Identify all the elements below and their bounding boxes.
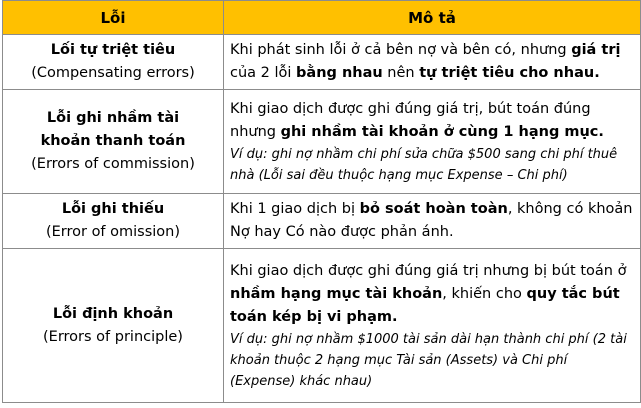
table-row (3, 90, 641, 194)
description-emphasis: bằng nhau (296, 65, 383, 81)
description-cell (224, 249, 641, 403)
header-error: Lỗi (3, 1, 224, 35)
example-text: Ví dụ: ghi nợ nhầm $1000 tài sản dài hạn thành chi phí (2 tài khoản thuộc 2 hạng mục Tài sản (Assets) và Chi phí (Expense) khác nhau) (230, 331, 627, 389)
table-row (3, 194, 641, 249)
description-fragment: , khiến cho (442, 285, 527, 302)
description-fragment: của 2 lỗi (230, 65, 297, 81)
description-emphasis: giá trị (571, 42, 621, 58)
description-fragment: Khi giao dịch được ghi đúng giá trị, bút toán đúng nhưng (230, 100, 591, 140)
header-description: Mô tả (224, 1, 641, 35)
description-emphasis: nhầm hạng mục tài khoản (230, 285, 443, 302)
error-name: Lối tự triệt tiêu (50, 42, 176, 58)
description-fragment: Khi phát sinh lỗi ở cả bên nợ và bên có, nhưng (230, 42, 572, 58)
table-row (3, 249, 641, 403)
description-cell (224, 90, 641, 194)
description-emphasis: tự triệt tiêu cho nhau. (419, 65, 600, 81)
error-types-table (2, 0, 641, 403)
error-cell (3, 249, 224, 403)
description-text (230, 101, 604, 140)
description-emphasis: bỏ soát hoàn toàn (359, 201, 508, 217)
description-cell (224, 35, 641, 90)
error-name: Lỗi ghi thiếu (61, 201, 165, 217)
header-row (3, 1, 641, 35)
error-name: Lỗi ghi nhầm tài khoản thanh toán (40, 110, 186, 149)
description-text (230, 201, 632, 240)
description-fragment: nên (382, 65, 420, 81)
error-english: (Errors of commission) (31, 156, 195, 172)
description-text (230, 263, 626, 325)
error-cell (3, 90, 224, 194)
description-fragment: Khi 1 giao dịch bị (230, 201, 360, 217)
error-english: (Error of omission) (45, 224, 181, 240)
description-fragment: , không có khoản Nợ hay Có nào được phản ánh. (230, 201, 633, 240)
example-text: Ví dụ: ghi nợ nhầm chi phí sửa chữa $500 sang chi phí thuê nhà (Lỗi sai đều thuộc hạng mục Expense – Chi phí) (230, 146, 618, 183)
description-fragment: Khi giao dịch được ghi đúng giá trị nhưng bị bút toán ở (230, 262, 627, 279)
error-english: (Errors of principle) (43, 328, 183, 345)
table-row (3, 35, 641, 90)
description-cell (224, 194, 641, 249)
description-text (230, 42, 620, 81)
error-name: Lỗi định khoản (52, 305, 174, 322)
error-english: (Compensating errors) (31, 65, 195, 81)
description-emphasis: quy tắc bút toán kép bị vi phạm. (230, 285, 620, 325)
error-cell (3, 35, 224, 90)
error-cell (3, 194, 224, 249)
description-emphasis: ghi nhầm tài khoản ở cùng 1 hạng mục. (280, 123, 604, 140)
